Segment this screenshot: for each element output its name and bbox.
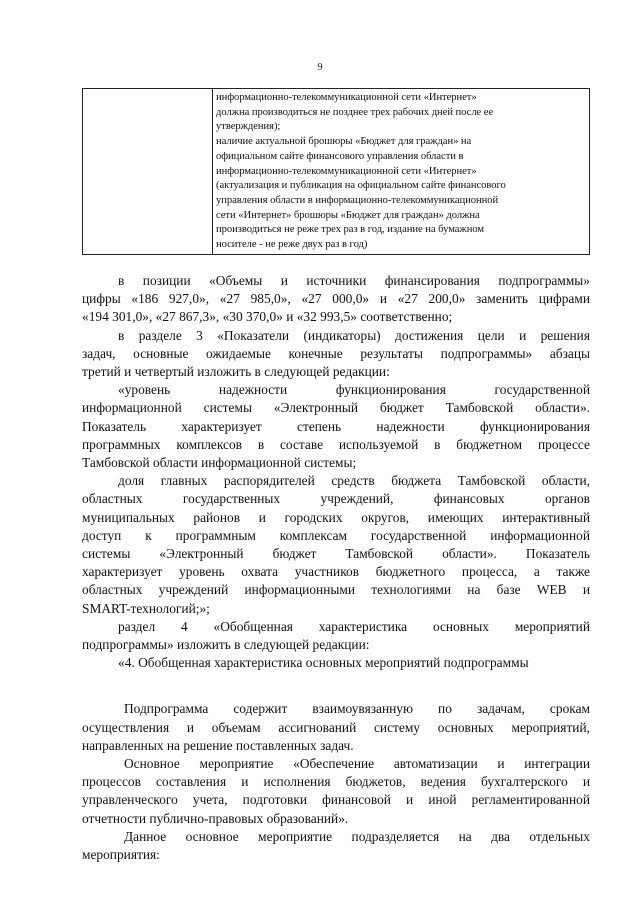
paragraph-gap [82,672,590,700]
text-line: процессов составления и исполнения бюджетов, ведения бухгалтерского и [82,774,590,790]
text-line: отчетности публично-правовых образований». [82,810,349,826]
table-line: носителе - не реже двух раз в год) [216,239,368,251]
text-line: информационной системы «Электронный бюджет Тамбовской области». [82,400,590,416]
text-line: доступ к программным комплексам государственной информационной [82,527,590,543]
table-line: сети «Интернет» брошюры «Бюджет для граждан» должна [216,209,480,221]
text-line: муниципальных районов и городских округов, имеющих интерактивный [82,509,590,525]
text-line: раздел 4 «Обобщенная характеристика основных мероприятий [118,618,590,634]
text-line: направленных на решение поставленных задач. [82,737,354,753]
text-line: в разделе 3 «Показатели (индикаторы) достижения цели и решения [118,327,590,343]
text-line: Подпрограмма содержит взаимоувязанную по задачам, срокам [124,701,590,717]
text-line: осуществления и объемам ассигнований систему основных мероприятий, [82,719,590,735]
text-line: цифры «186 927,0», «27 985,0», «27 000,0» и «27 200,0» заменить цифрами [82,291,590,307]
text-line: «уровень надежности функционирования государственной [118,382,590,398]
text-line: в позиции «Объемы и источники финансирования подпрограммы» [118,273,590,288]
page-number: 9 [317,62,323,73]
table-line: (актуализация и публикация на официальном сайте финансового [216,180,506,192]
text-line: мероприятия: [82,847,160,863]
text-line: системы «Электронный бюджет Тамбовской области». Показатель [82,546,590,562]
text-line: характеризует уровень охвата участников бюджетного процесса, а также [82,564,590,580]
table-line: официальном сайте финансового управления области в [216,150,464,162]
text-line: Тамбовской области информационной системы; [82,455,357,471]
table-line: утверждения); [216,121,281,133]
section-heading: «4. Обобщенная характеристика основных мероприятий подпрограммы [118,655,529,671]
table-line: должна производиться не позднее трех рабочих дней после ее [216,106,494,118]
table-line: наличие актуальной брошюры «Бюджет для граждан» на [216,136,472,148]
text-line: «194 301,0», «27 867,3», «30 370,0» и «32 993,5» соответственно; [82,309,453,325]
table-line: информационно-телекоммуникационной сети «Интернет» [216,92,477,103]
text-line: областных государственных учреждений, финансовых органов [82,491,590,507]
text-line: доля главных распорядителей средств бюджета Тамбовской области, [118,473,590,489]
text-line: подпрограммы» изложить в следующей редакции: [82,637,370,653]
document-body [82,272,590,864]
text-line: SMART-технологий;»; [82,600,210,616]
table-right-cell [216,91,586,253]
text-line: Основное мероприятие «Обеспечение автоматизации и интеграции [124,756,590,772]
text-line: Показатель характеризует степень надежности функционирования [82,418,590,434]
text-line: третий и четвертый изложить в следующей редакции: [82,364,390,380]
text-line: программных комплексов в составе используемой в бюджетном процессе [82,436,590,452]
table-line: информационно-телекоммуникационной сети «Интернет» [216,165,477,177]
table-line: производиться не реже трех раз в год, издание на бумажном [216,224,485,236]
table-line: управления области в информационно-телекоммуникационной [216,194,499,206]
text-line: областных учреждений информационными технологиями на базе WEB и [82,582,590,598]
table-left-cell [83,89,213,254]
text-line: задач, основные ожидаемые конечные результаты подпрограммы» абзацы [82,345,590,361]
text-line: управленческого учета, подготовки финансовой и иной регламентированной [82,792,590,808]
text-line: Данное основное мероприятие подразделяется на два отдельных [124,828,590,844]
continuation-table [82,88,590,255]
